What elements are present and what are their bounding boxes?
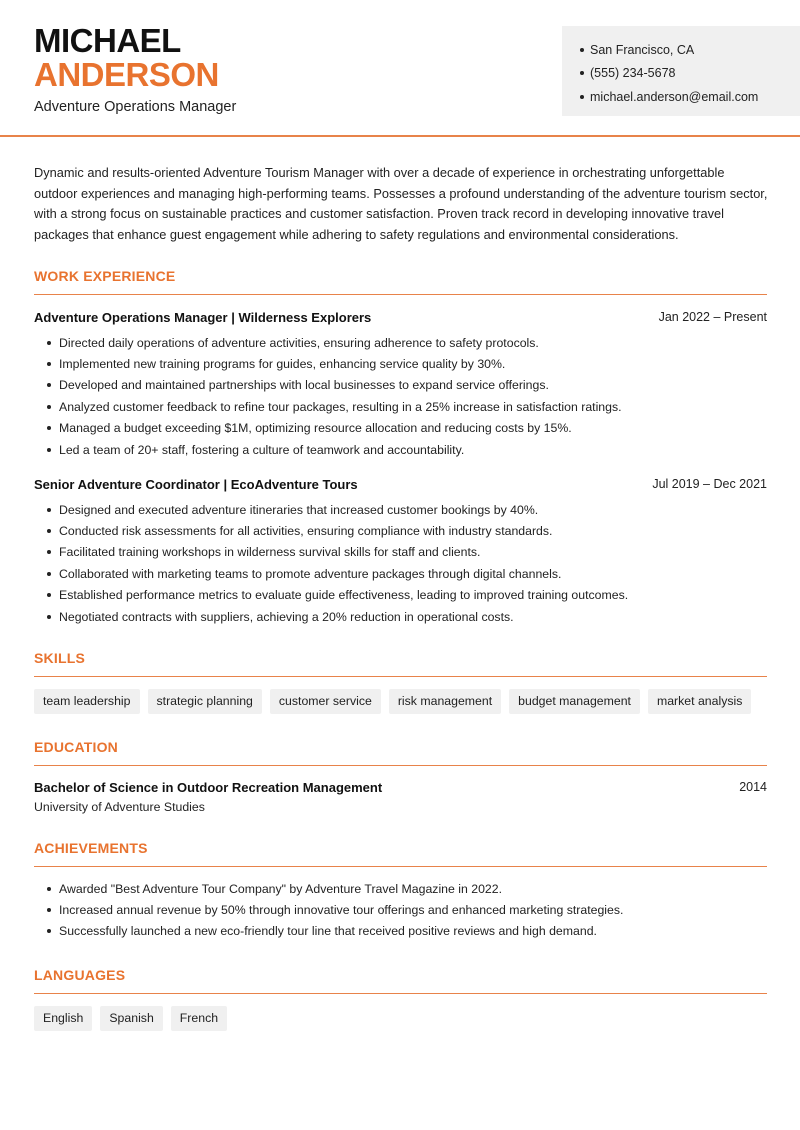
- section-divider: [34, 294, 767, 295]
- skill-tag: team leadership: [34, 689, 140, 714]
- list-item: [34, 542, 767, 563]
- resume-header: [0, 0, 800, 137]
- bullet-icon: [47, 572, 51, 576]
- location-text: San Francisco, CA: [590, 42, 695, 57]
- degree-name: Bachelor of Science in Outdoor Recreation Management: [34, 780, 383, 795]
- bullet-icon: [47, 383, 51, 387]
- job-1-bullets: [34, 332, 767, 460]
- skill-tag: budget management: [509, 689, 640, 714]
- job-entry-1-header: [34, 310, 767, 325]
- skill-tag: customer service: [270, 689, 381, 714]
- list-item: [34, 439, 767, 460]
- bullet-icon: [47, 887, 51, 891]
- bullet-icon: [47, 529, 51, 533]
- list-item: [34, 396, 767, 417]
- bullet-text: Implemented new training programs for guides, enhancing service quality by 30%.: [59, 357, 506, 372]
- bullet-text: Facilitated training workshops in wilderness survival skills for staff and clients.: [59, 545, 481, 560]
- section-divider: [34, 993, 767, 994]
- list-item: [34, 499, 767, 520]
- phone-text: (555) 234-5678: [590, 66, 676, 81]
- job-dates: Jan 2022 – Present: [658, 310, 767, 324]
- job-2-bullets: [34, 499, 767, 627]
- bullet-icon: [47, 341, 51, 345]
- contact-box: [562, 26, 800, 116]
- section-title-skills: SKILLS: [34, 650, 85, 666]
- bullet-text: Negotiated contracts with suppliers, achieving a 20% reduction in operational costs.: [59, 609, 514, 624]
- bullet-icon: [47, 615, 51, 619]
- bullet-text: Led a team of 20+ staff, fostering a culture of teamwork and accountability.: [59, 442, 465, 457]
- bullet-icon: [580, 95, 584, 99]
- job-heading: Adventure Operations Manager | Wilderness Explorers: [34, 310, 372, 325]
- contact-phone: [580, 62, 800, 86]
- summary-paragraph: Dynamic and results-oriented Adventure Tourism Manager with over a decade of experience in orchestrating unforgettable outdoor experiences and managing high-performing teams. Possesses a profound understanding of the adventure tourism sector, with a strong focus on sustainable practices and customer satisfaction. Proven track record in developing innovative travel packages that enhance guest engagement while adhering to safety regulations and environmental considerations.: [34, 165, 768, 242]
- bullet-text: Established performance metrics to evaluate guide effectiveness, leading to improved training outcomes.: [59, 588, 629, 603]
- section-title-education: EDUCATION: [34, 739, 118, 755]
- skill-tag: risk management: [389, 689, 501, 714]
- achievements-list: [34, 878, 767, 942]
- list-item: [34, 585, 767, 606]
- bullet-text: Developed and maintained partnerships with local businesses to expand service offerings.: [59, 378, 549, 393]
- section-title-achievements: ACHIEVEMENTS: [34, 840, 148, 856]
- graduation-year: 2014: [739, 780, 767, 794]
- bullet-icon: [47, 593, 51, 597]
- section-divider: [34, 676, 767, 677]
- section-title-work: WORK EXPERIENCE: [34, 268, 176, 284]
- last-name: ANDERSON: [34, 56, 219, 93]
- bullet-icon: [47, 448, 51, 452]
- list-item: [34, 563, 767, 584]
- skill-tag: market analysis: [648, 689, 751, 714]
- bullet-text: Increased annual revenue by 50% through innovative tour offerings and enhanced marketing strategies.: [59, 903, 624, 918]
- list-item: [34, 418, 767, 439]
- bullet-text: Managed a budget exceeding $1M, optimizing resource allocation and reducing costs by 15%.: [59, 421, 572, 436]
- skill-tag: strategic planning: [148, 689, 262, 714]
- language-tag: English: [34, 1006, 92, 1031]
- bullet-text: Designed and executed adventure itineraries that increased customer bookings by 40%.: [59, 502, 539, 517]
- section-title-languages: LANGUAGES: [34, 967, 126, 983]
- contact-email: [580, 85, 800, 109]
- bullet-text: Successfully launched a new eco-friendly tour line that received positive reviews and high demand.: [59, 924, 597, 939]
- job-heading: Senior Adventure Coordinator | EcoAdventure Tours: [34, 477, 358, 492]
- bullet-text: Collaborated with marketing teams to promote adventure packages through digital channels.: [59, 566, 562, 581]
- job-dates: Jul 2019 – Dec 2021: [652, 477, 767, 491]
- section-divider: [34, 765, 767, 766]
- list-item: [34, 899, 767, 920]
- list-item: [34, 606, 767, 627]
- bullet-text: Conducted risk assessments for all activities, ensuring compliance with industry standards.: [59, 524, 553, 539]
- bullet-icon: [47, 908, 51, 912]
- contact-location: [580, 38, 800, 62]
- bullet-icon: [47, 550, 51, 554]
- first-name: MICHAEL: [34, 22, 181, 59]
- bullet-text: Directed daily operations of adventure activities, ensuring adherence to safety protocols.: [59, 335, 539, 350]
- list-item: [34, 332, 767, 353]
- list-item: [34, 375, 767, 396]
- email-text[interactable]: michael.anderson@email.com: [590, 89, 759, 104]
- list-item: [34, 878, 767, 899]
- list-item: [34, 921, 767, 942]
- list-item: [34, 353, 767, 374]
- skills-list: [34, 689, 751, 714]
- bullet-icon: [47, 362, 51, 366]
- languages-list: [34, 1006, 227, 1031]
- education-entry-header: [34, 780, 767, 795]
- section-divider: [34, 866, 767, 867]
- bullet-icon: [47, 405, 51, 409]
- bullet-icon: [580, 48, 584, 52]
- school-name: University of Adventure Studies: [34, 800, 205, 814]
- job-entry-2-header: [34, 477, 767, 492]
- bullet-icon: [580, 71, 584, 75]
- list-item: [34, 520, 767, 541]
- bullet-icon: [47, 929, 51, 933]
- job-title: Adventure Operations Manager: [34, 99, 237, 115]
- language-tag: French: [171, 1006, 227, 1031]
- bullet-text: Analyzed customer feedback to refine tour packages, resulting in a 25% increase in satisfaction ratings.: [59, 399, 622, 414]
- bullet-icon: [47, 426, 51, 430]
- language-tag: Spanish: [100, 1006, 162, 1031]
- bullet-text: Awarded "Best Adventure Tour Company" by Adventure Travel Magazine in 2022.: [59, 881, 503, 896]
- bullet-icon: [47, 508, 51, 512]
